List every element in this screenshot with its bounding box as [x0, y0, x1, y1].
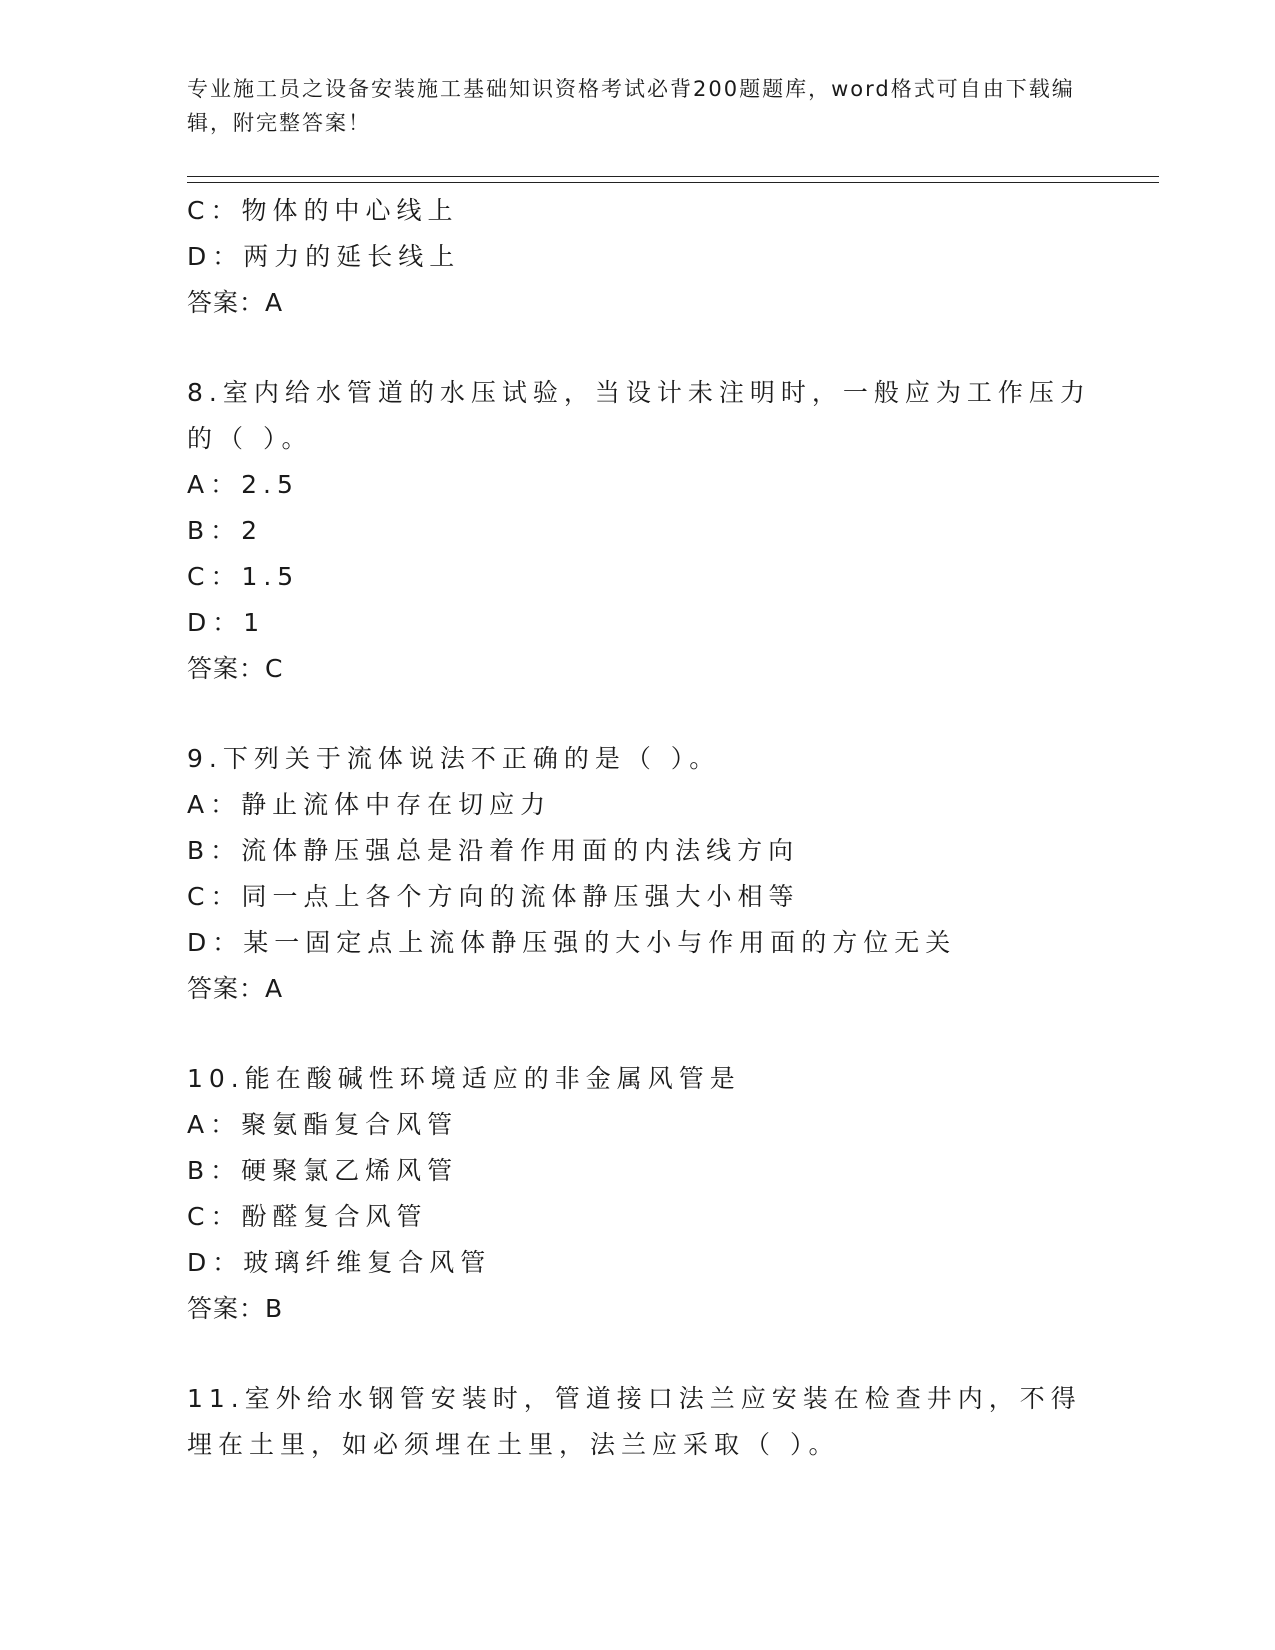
- question-block-10: [187, 1056, 1107, 1332]
- answer-line: 答案：A: [187, 288, 284, 317]
- header-divider-bottom: [187, 182, 1159, 183]
- question-text: 10.能在酸碱性环境适应的非金属风管是: [187, 1064, 741, 1093]
- option-d: D：1: [187, 608, 266, 637]
- question-text: 8.室内给水管道的水压试验，当设计未注明时，一般应为工作压力的（ ）。: [187, 378, 1091, 453]
- question-block-11: [187, 1376, 1107, 1468]
- header-divider-top: [187, 176, 1159, 177]
- option-d: D：玻璃纤维复合风管: [187, 1248, 492, 1277]
- option-b: B：硬聚氯乙烯风管: [187, 1156, 459, 1185]
- option-c: C：同一点上各个方向的流体静压强大小相等: [187, 882, 800, 911]
- answer-line: 答案：A: [187, 974, 284, 1003]
- option-a: A：聚氨酯复合风管: [187, 1110, 459, 1139]
- option-b: B：流体静压强总是沿着作用面的内法线方向: [187, 836, 800, 865]
- option-c: C：酚醛复合风管: [187, 1202, 428, 1231]
- question-block-8: [187, 370, 1107, 692]
- document-header: 专业施工员之设备安装施工基础知识资格考试必背200题题库，word格式可自由下载编辑，附完整答案！: [187, 77, 1075, 135]
- answer-line: 答案：C: [187, 654, 284, 683]
- option-b: B：2: [187, 516, 264, 545]
- question-block-9: [187, 736, 1107, 1012]
- option-c: C：物体的中心线上: [187, 196, 459, 225]
- question-block-7: [187, 188, 1107, 326]
- option-c: C：1.5: [187, 562, 300, 591]
- option-d: D：两力的延长线上: [187, 242, 461, 271]
- option-a: A：静止流体中存在切应力: [187, 790, 552, 819]
- option-a: A：2.5: [187, 470, 299, 499]
- answer-line: 答案：B: [187, 1294, 284, 1323]
- option-d: D：某一固定点上流体静压强的大小与作用面的方位无关: [187, 928, 957, 957]
- question-text: 9.下列关于流体说法不正确的是（ ）。: [187, 744, 721, 773]
- question-list: [187, 188, 1107, 1468]
- question-text: 11.室外给水钢管安装时，管道接口法兰应安装在检查井内，不得埋在土里，如必须埋在土里，法兰应采取（ ）。: [187, 1384, 1082, 1459]
